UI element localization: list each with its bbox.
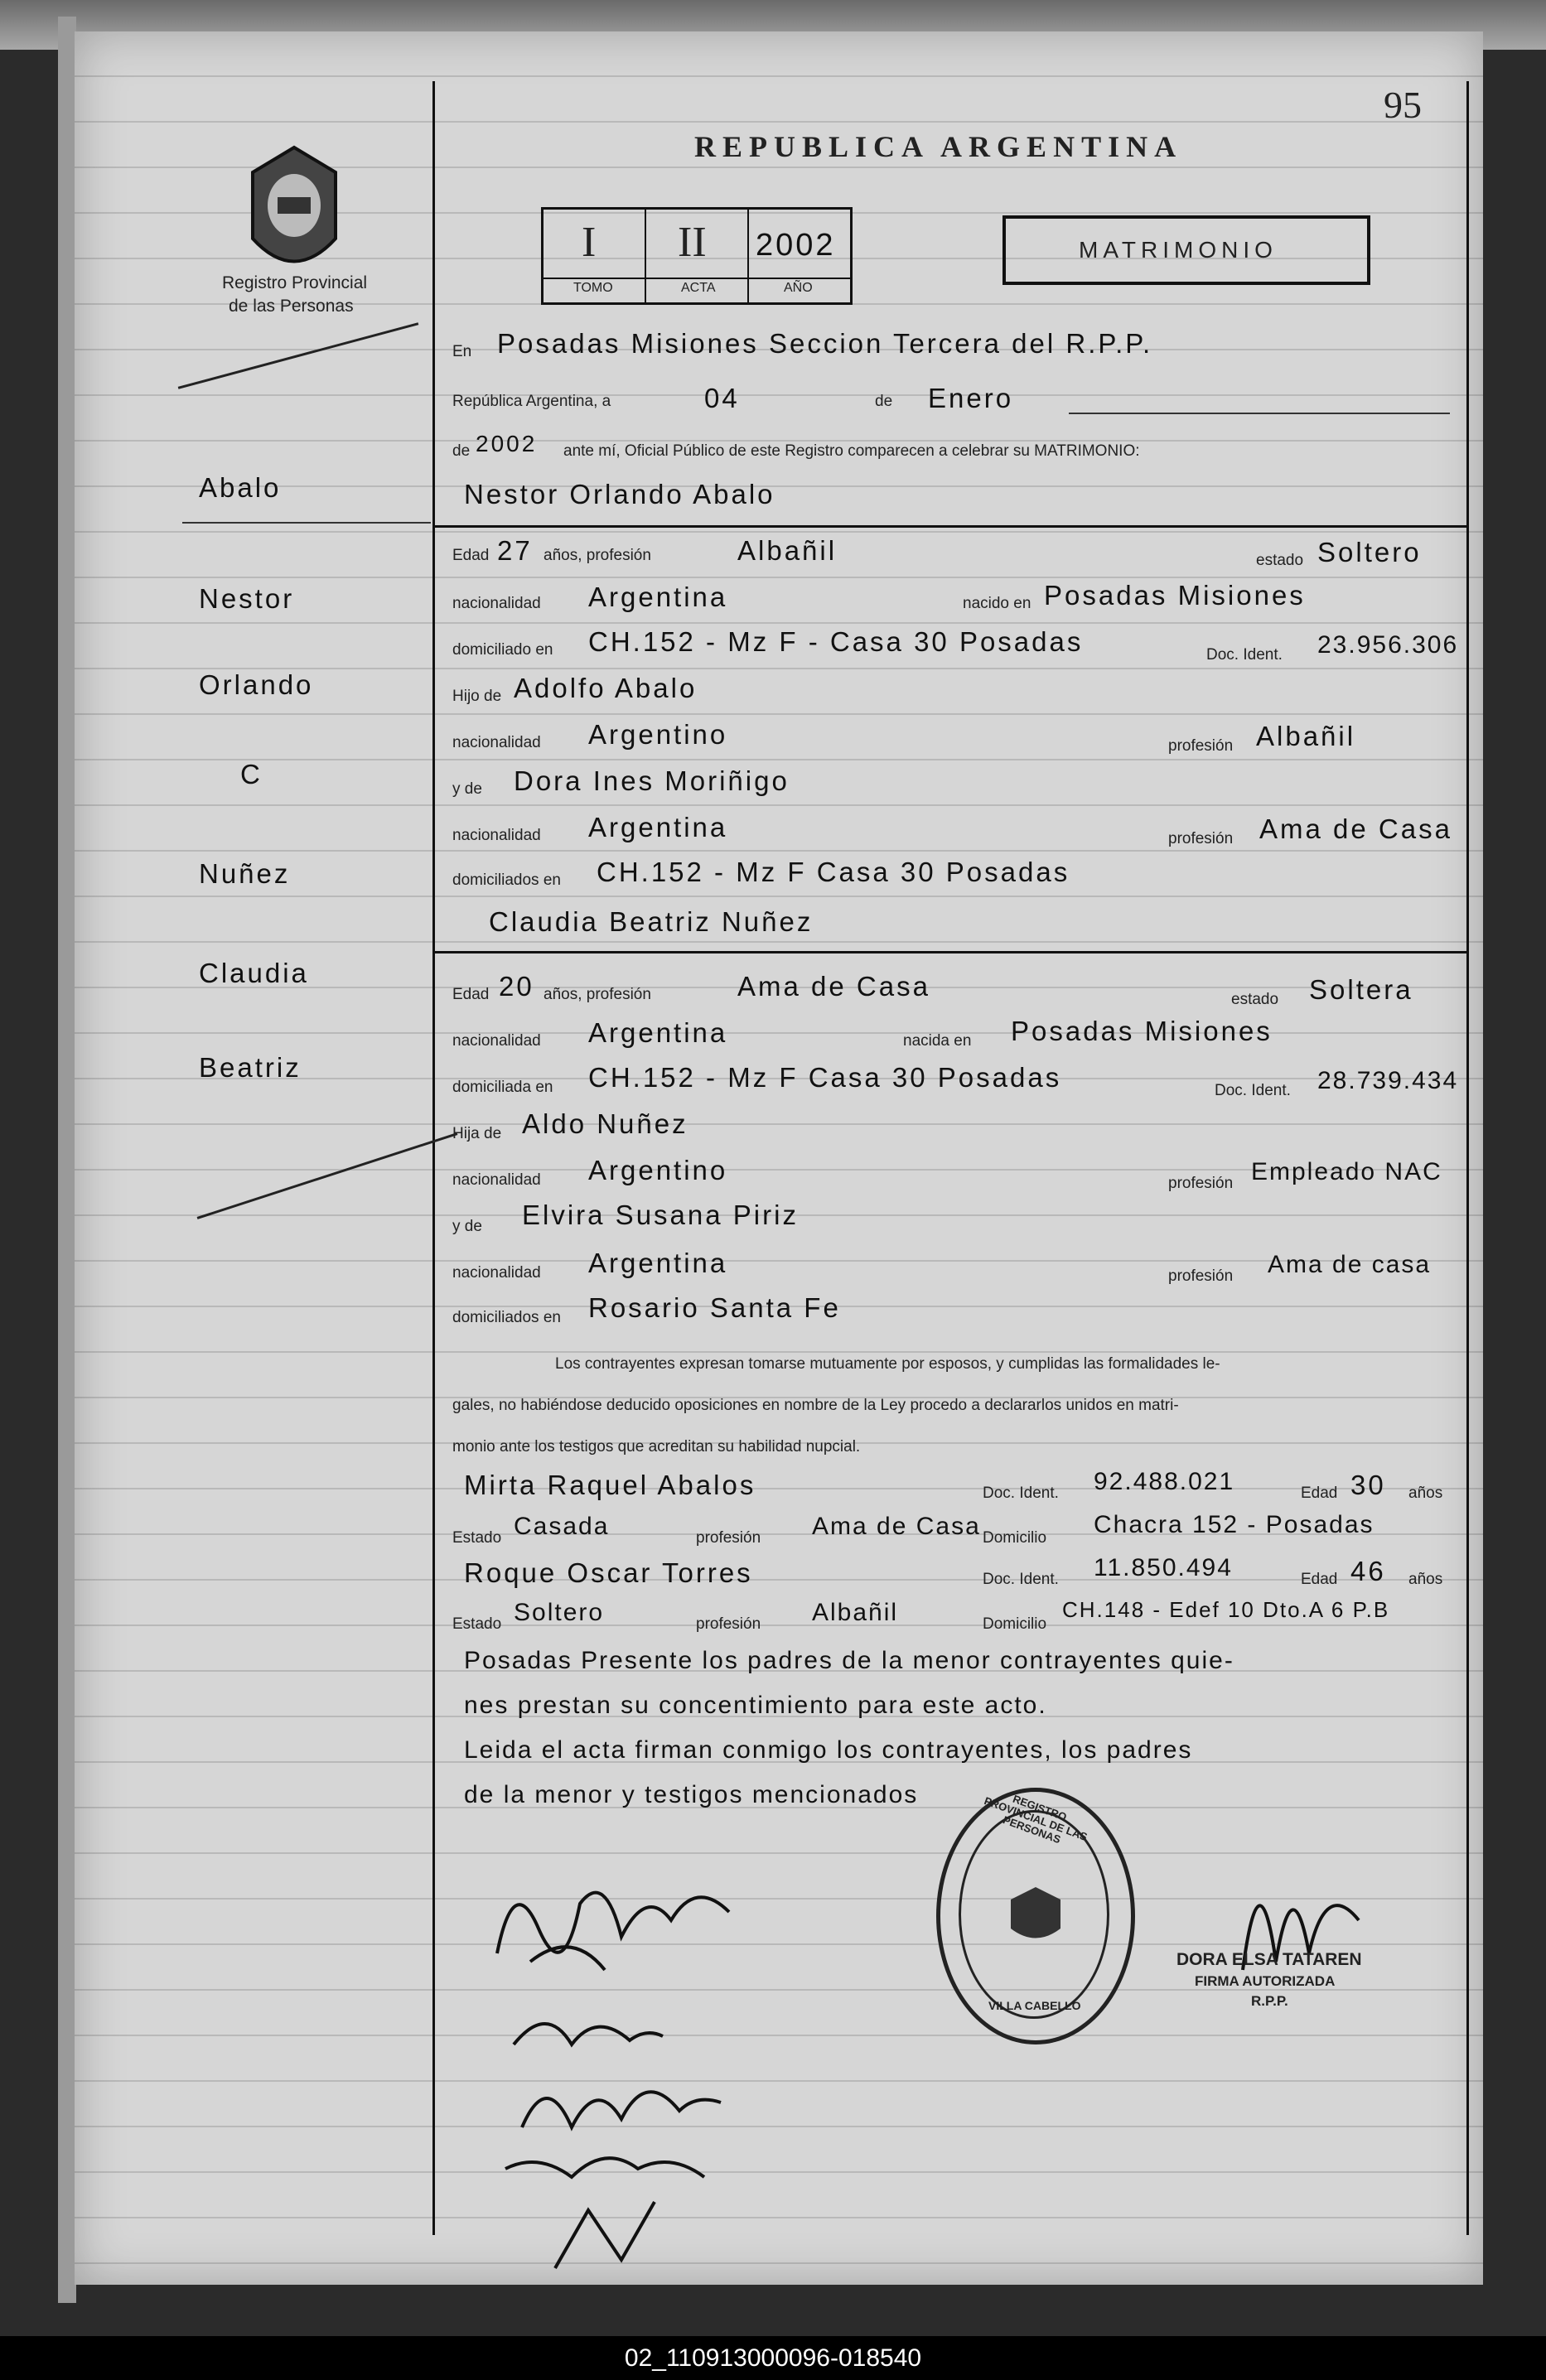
groom-domicilio: CH.152 - Mz F - Casa 30 Posadas bbox=[588, 626, 1084, 657]
witness2-estado-label: Estado bbox=[452, 1615, 502, 1633]
footer-id: 02_110913000096-018540 bbox=[0, 2336, 1546, 2380]
bride-padre-prof: Empleado NAC bbox=[1251, 1158, 1442, 1185]
bride-padre-nac: Argentino bbox=[588, 1155, 728, 1185]
bride-anos-profesion: años, profesión bbox=[544, 986, 651, 1003]
bride-doc-label: Doc. Ident. bbox=[1215, 1082, 1291, 1099]
bride-nacionalidad: Argentina bbox=[588, 1017, 728, 1048]
witness2-edad-label: Edad bbox=[1301, 1571, 1338, 1588]
ano-value: 2002 bbox=[756, 228, 836, 263]
margin-strike-top bbox=[178, 322, 419, 389]
groom-nac-label: nacionalidad bbox=[452, 595, 541, 612]
groom-profesion: Albañil bbox=[737, 535, 838, 566]
witness1-prof-label: profesión bbox=[696, 1529, 761, 1547]
bride-madre-prof-label: profesión bbox=[1168, 1267, 1234, 1285]
groom-hijo-label: Hijo de bbox=[452, 688, 502, 705]
witness2-doc: 11.850.494 bbox=[1094, 1554, 1233, 1581]
declaration-line-3: monio ante los testigos que acreditan su habilidad nupcial. bbox=[452, 1438, 861, 1456]
witness1-domicilio: Chacra 152 - Posadas bbox=[1094, 1511, 1374, 1538]
groom-divider bbox=[432, 525, 1468, 528]
groom-madre-nac: Argentina bbox=[588, 812, 728, 842]
register-page bbox=[75, 31, 1483, 2285]
book-spine bbox=[58, 17, 76, 2303]
intro-line bbox=[1069, 413, 1450, 414]
bride-padres-dom: Rosario Santa Fe bbox=[588, 1292, 841, 1323]
registry-line1: Registro Provincial bbox=[222, 273, 368, 292]
witness2-anos: años bbox=[1408, 1571, 1443, 1588]
witness2-name: Roque Oscar Torres bbox=[464, 1557, 753, 1588]
bride-hija-label: Hija de bbox=[452, 1125, 502, 1142]
note-line-1: Posadas Presente los padres de la menor contrayentes quie- bbox=[464, 1647, 1234, 1674]
groom-dom-label: domiciliado en bbox=[452, 641, 553, 659]
de-label: de bbox=[875, 393, 893, 410]
witness1-name: Mirta Raquel Abalos bbox=[464, 1470, 756, 1500]
witness1-profesion: Ama de Casa bbox=[812, 1513, 981, 1540]
month: Enero bbox=[928, 383, 1014, 413]
registry-emblem-icon bbox=[240, 139, 348, 288]
republica-label: República Argentina, a bbox=[452, 393, 611, 410]
margin-note-5: Nuñez bbox=[199, 858, 291, 889]
witness2-domicilio: CH.148 - Edef 10 Dto.A 6 P.B bbox=[1062, 1597, 1390, 1622]
margin-note-2: Nestor bbox=[199, 583, 295, 614]
note-line-3: Leida el acta firman conmigo los contrayentes, los padres bbox=[464, 1736, 1193, 1764]
bride-madre-prof: Ama de casa bbox=[1268, 1251, 1432, 1278]
place: Posadas Misiones Seccion Tercera del R.P.P. bbox=[497, 328, 1153, 359]
official-title: FIRMA AUTORIZADA bbox=[1195, 1973, 1336, 1989]
groom-estado: Soltero bbox=[1317, 537, 1422, 567]
groom-padres-dom-label: domiciliados en bbox=[452, 871, 561, 889]
witness1-edad-label: Edad bbox=[1301, 1484, 1338, 1502]
groom-anos-profesion: años, profesión bbox=[544, 547, 651, 564]
margin-note-3: Orlando bbox=[199, 669, 314, 700]
signature-groom-icon bbox=[481, 1854, 762, 1978]
bride-madre: Elvira Susana Piriz bbox=[522, 1200, 799, 1230]
record-type: MATRIMONIO bbox=[1079, 237, 1278, 263]
witness1-doc: 92.488.021 bbox=[1094, 1468, 1235, 1495]
bride-divider bbox=[432, 951, 1468, 953]
tomo-label: TOMO bbox=[573, 281, 613, 295]
groom-padre-nac: Argentino bbox=[588, 719, 728, 750]
groom-padre: Adolfo Abalo bbox=[514, 673, 698, 703]
declaration-line-1: Los contrayentes expresan tomarse mutuamente por esposos, y cumplidas las formalidades le- bbox=[555, 1355, 1220, 1373]
groom-doc: 23.956.306 bbox=[1317, 631, 1459, 659]
witness1-anos: años bbox=[1408, 1484, 1443, 1502]
groom-madre: Dora Ines Moriñigo bbox=[514, 765, 790, 796]
bride-estado-label: estado bbox=[1231, 991, 1279, 1008]
tomo-value: I bbox=[582, 219, 597, 266]
groom-padre-prof: Albañil bbox=[1256, 721, 1356, 751]
acta-label: ACTA bbox=[681, 281, 716, 295]
page-number: 95 bbox=[1384, 84, 1422, 126]
acta-value: II bbox=[678, 219, 707, 266]
witness1-estado-label: Estado bbox=[452, 1529, 502, 1547]
bride-estado: Soltera bbox=[1309, 974, 1413, 1005]
witness1-doc-label: Doc. Ident. bbox=[983, 1484, 1059, 1502]
witness2-prof-label: profesión bbox=[696, 1615, 761, 1633]
margin-note-6: Claudia bbox=[199, 958, 309, 988]
bride-nacida: Posadas Misiones bbox=[1011, 1016, 1273, 1046]
groom-name: Nestor Orlando Abalo bbox=[464, 479, 775, 509]
bride-padres-dom-label: domiciliados en bbox=[452, 1309, 561, 1326]
bride-padre-prof-label: profesión bbox=[1168, 1175, 1234, 1192]
bride-madre-nac: Argentina bbox=[588, 1248, 728, 1278]
official-name: DORA ELSA TATAREN bbox=[1176, 1950, 1362, 1969]
bride-domicilio: CH.152 - Mz F Casa 30 Posadas bbox=[588, 1062, 1062, 1093]
seal-subtext: VILLA CABELLO bbox=[988, 1999, 1081, 2012]
bride-name: Claudia Beatriz Nuñez bbox=[489, 906, 814, 937]
margin-strike-bottom bbox=[197, 1132, 458, 1219]
witness2-profesion: Albañil bbox=[812, 1599, 899, 1626]
groom-madre-nac-label: nacionalidad bbox=[452, 827, 541, 844]
witness2-dom-label: Domicilio bbox=[983, 1615, 1047, 1633]
witness2-doc-label: Doc. Ident. bbox=[983, 1571, 1059, 1588]
witness1-dom-label: Domicilio bbox=[983, 1529, 1047, 1547]
bride-doc: 28.739.434 bbox=[1317, 1067, 1459, 1094]
margin-note-4: C bbox=[240, 759, 263, 789]
groom-nacido-label: nacido en bbox=[963, 595, 1031, 612]
bride-padre-nac-label: nacionalidad bbox=[452, 1171, 541, 1189]
bride-profesion: Ama de Casa bbox=[737, 971, 930, 1002]
witness1-edad: 30 bbox=[1350, 1470, 1386, 1500]
record-type-box bbox=[1002, 215, 1370, 285]
witness1-estado: Casada bbox=[514, 1513, 610, 1540]
day: 04 bbox=[704, 383, 740, 413]
bride-edad: 20 bbox=[499, 971, 534, 1002]
note-line-2: nes prestan su concentimiento para este acto. bbox=[464, 1692, 1047, 1719]
bride-yde-label: y de bbox=[452, 1218, 482, 1235]
margin-divider bbox=[182, 522, 431, 524]
margin-note-7: Beatriz bbox=[199, 1052, 302, 1083]
groom-doc-label: Doc. Ident. bbox=[1206, 646, 1283, 664]
en-label: En bbox=[452, 343, 472, 360]
registry-seal bbox=[936, 1788, 1135, 2044]
bride-nac-label: nacionalidad bbox=[452, 1032, 541, 1050]
groom-edad-label: Edad bbox=[452, 547, 490, 564]
bride-madre-nac-label: nacionalidad bbox=[452, 1264, 541, 1282]
bride-edad-label: Edad bbox=[452, 986, 490, 1003]
signature-bride-icon bbox=[505, 1995, 671, 2069]
year-prefix: de bbox=[452, 442, 471, 460]
seal-text: REGISTRO PROVINCIAL DE LAS PERSONAS bbox=[982, 1792, 1089, 1847]
seal-emblem-icon bbox=[1007, 1883, 1065, 1949]
margin-line bbox=[432, 81, 435, 2235]
groom-yde-label: y de bbox=[452, 780, 482, 798]
bride-dom-label: domiciliada en bbox=[452, 1079, 553, 1096]
groom-nacido: Posadas Misiones bbox=[1044, 580, 1306, 611]
right-edge-line bbox=[1466, 81, 1469, 2235]
bride-nacida-label: nacida en bbox=[903, 1032, 972, 1050]
witness2-edad: 46 bbox=[1350, 1556, 1386, 1586]
groom-edad: 27 bbox=[497, 535, 533, 566]
tomo-acta-box bbox=[541, 207, 853, 305]
statement: ante mí, Oficial Público de este Registro comparecen a celebrar su MATRIMONIO: bbox=[563, 442, 1140, 460]
groom-madre-prof-label: profesión bbox=[1168, 830, 1234, 847]
bride-padre: Aldo Nuñez bbox=[522, 1108, 688, 1139]
note-line-4: de la menor y testigos mencionados bbox=[464, 1781, 919, 1808]
ano-label: AÑO bbox=[784, 281, 813, 295]
groom-padres-dom: CH.152 - Mz F Casa 30 Posadas bbox=[597, 857, 1070, 887]
witness2-estado: Soltero bbox=[514, 1599, 605, 1626]
groom-nacionalidad: Argentina bbox=[588, 582, 728, 612]
country-title: REPUBLICA ARGENTINA bbox=[694, 130, 1183, 163]
registry-line2: de las Personas bbox=[229, 297, 354, 316]
signature-witness-icon bbox=[489, 2136, 737, 2285]
groom-padre-nac-label: nacionalidad bbox=[452, 734, 541, 751]
groom-madre-prof: Ama de Casa bbox=[1259, 813, 1452, 844]
declaration-line-2: gales, no habiéndose deducido oposiciones en nombre de la Ley procedo a declararlos unidos en matri- bbox=[452, 1397, 1179, 1414]
official-office: R.P.P. bbox=[1251, 1993, 1288, 2009]
groom-padre-prof-label: profesión bbox=[1168, 737, 1234, 755]
groom-estado-label: estado bbox=[1256, 552, 1304, 569]
year: 2002 bbox=[476, 431, 538, 456]
margin-note-1: Abalo bbox=[199, 472, 282, 503]
